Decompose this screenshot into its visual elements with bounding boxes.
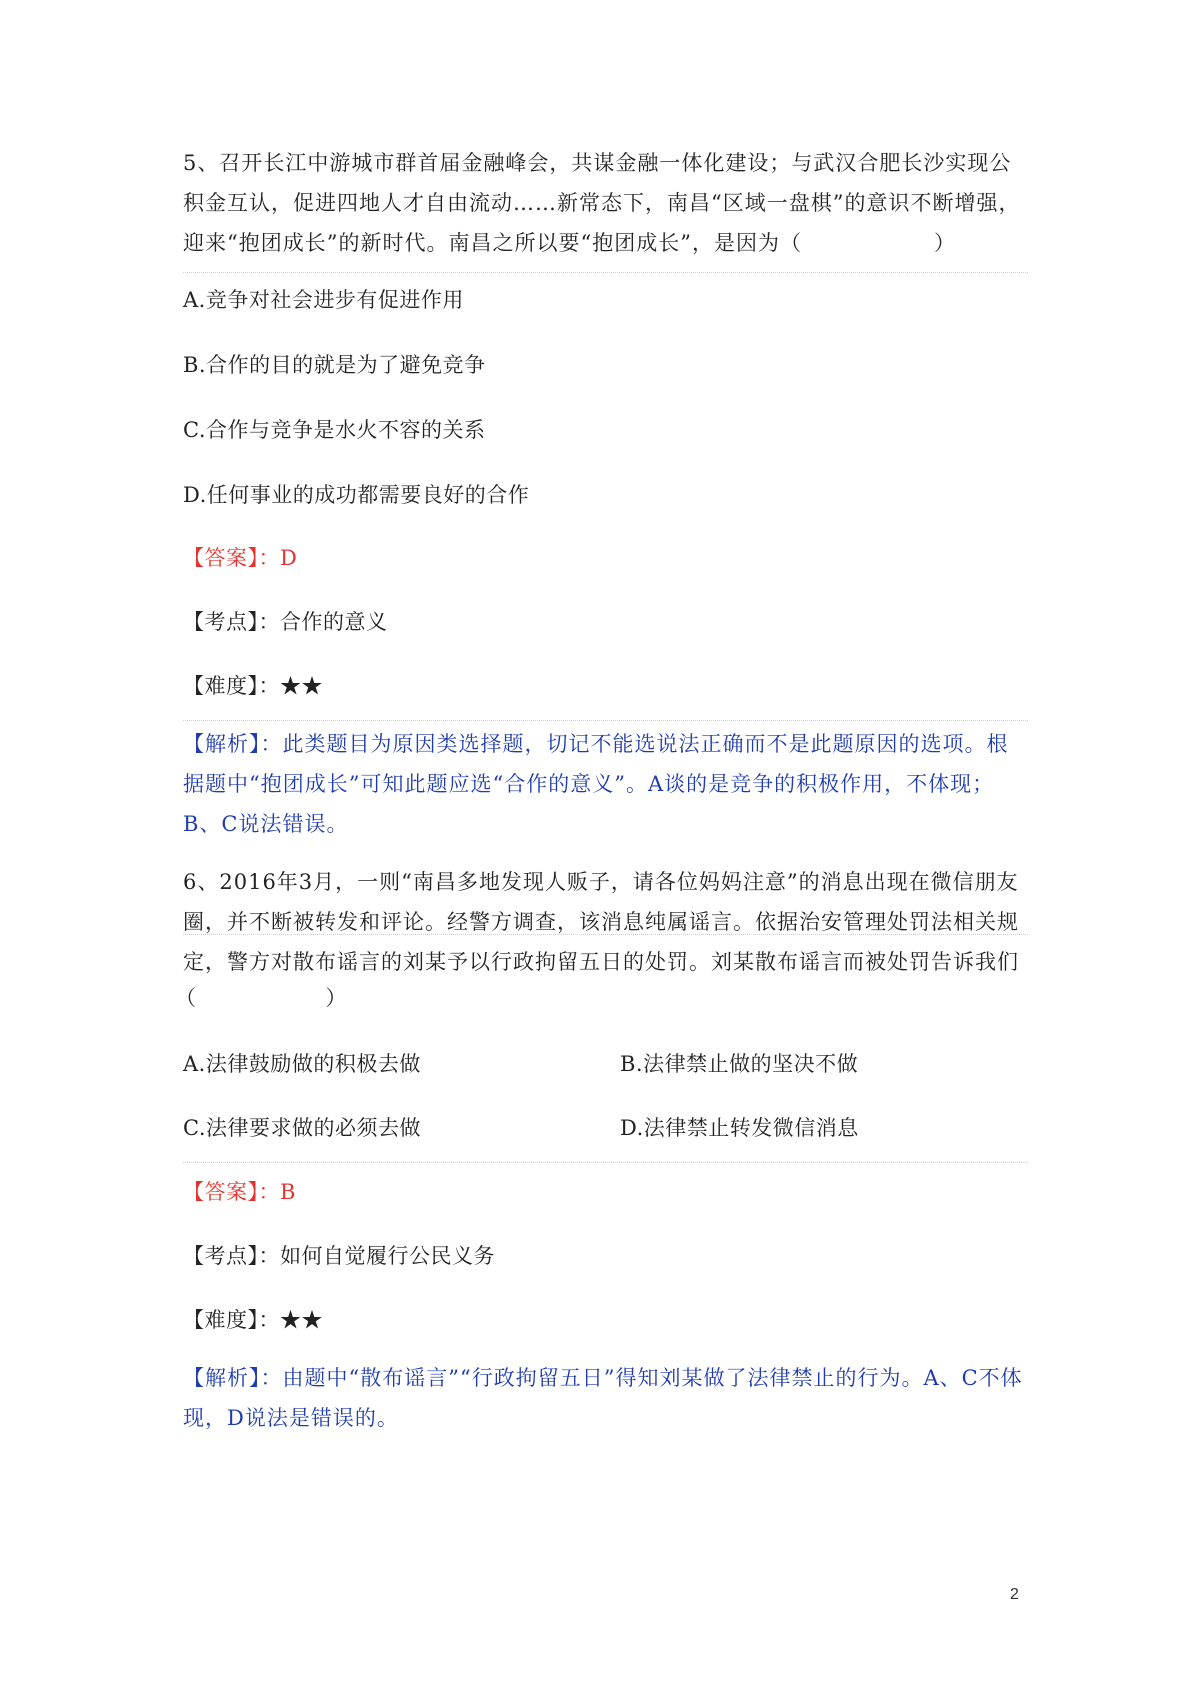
q5-option-c: C.合作与竞争是水火不容的关系 <box>183 418 486 442</box>
q5-point <box>183 606 388 636</box>
difficulty-label: 【难度】： <box>183 1308 280 1332</box>
q6-answer-blank: （ ） <box>175 986 347 1010</box>
q5-option-a: A.竞争对社会进步有促进作用 <box>183 288 464 312</box>
analysis-label: 【解析】： <box>183 732 283 756</box>
q6-option-b: B.法律禁止做的坚决不做 <box>620 1052 859 1076</box>
analysis-text: 由题中“散布谣言”“行政拘留五日”得知刘某做了法律禁止的行为。A、C不体现，D说法是错误的。 <box>183 1366 1023 1430</box>
q5-difficulty <box>183 670 323 700</box>
analysis-text: 此类题目为原因类选择题，切记不能选说法正确而不是此题原因的选项。根据题中“抱团成长”可知此题应选“合作的意义”。A谈的是竞争的积极作用，不体现；B、C说法错误。 <box>183 732 1009 836</box>
q5-analysis <box>183 724 1028 844</box>
dotted-divider <box>183 934 1028 935</box>
q6-option-d: D.法律禁止转发微信消息 <box>620 1116 859 1140</box>
q6-option-c: C.法律要求做的必须去做 <box>183 1116 421 1140</box>
page-number: 2 <box>1010 1586 1019 1603</box>
answer-label: 【答案】： <box>183 546 280 570</box>
q6-option-a: A.法律鼓励做的积极去做 <box>183 1052 421 1076</box>
q6-difficulty <box>183 1304 323 1334</box>
q5-answer <box>183 542 297 572</box>
difficulty-stars: ★★ <box>280 674 323 698</box>
dotted-divider <box>183 272 1028 273</box>
difficulty-label: 【难度】： <box>183 674 280 698</box>
point-value: 如何自觉履行公民义务 <box>280 1244 495 1268</box>
analysis-label: 【解析】： <box>183 1366 283 1390</box>
q6-point <box>183 1240 495 1270</box>
question-5-stem: 5、召开长江中游城市群首届金融峰会，共谋金融一体化建设；与武汉合肥长沙实现公积金互认，促进四地人才自由流动……新常态下，南昌“区域一盘棋”的意识不断增强，迎来“抱团成长”的新时代。南昌之所以要“抱团成长”，是因为（ ） <box>183 151 1021 255</box>
question-6-stem: 6、2016年3月，一则“南昌多地发现人贩子，请各位妈妈注意”的消息出现在微信朋友圈，并不断被转发和评论。经警方调查，该消息纯属谣言。依据治安管理处罚法相关规定，警方对散布谣言的刘某予以行政拘留五日的处罚。刘某散布谣言而被处罚告诉我们 <box>183 870 1019 974</box>
answer-value: B <box>280 1180 296 1204</box>
answer-label: 【答案】： <box>183 1180 280 1204</box>
q5-option-b: B.合作的目的就是为了避免竞争 <box>183 353 486 377</box>
dotted-divider <box>183 1162 1028 1163</box>
q6-analysis <box>183 1358 1028 1438</box>
difficulty-stars: ★★ <box>280 1308 323 1332</box>
q5-option-d: D.任何事业的成功都需要良好的合作 <box>183 483 530 507</box>
point-label: 【考点】： <box>183 1244 280 1268</box>
point-value: 合作的意义 <box>280 610 388 634</box>
dotted-divider <box>183 720 1028 721</box>
answer-value: D <box>280 546 298 570</box>
point-label: 【考点】： <box>183 610 280 634</box>
q6-answer <box>183 1176 296 1206</box>
